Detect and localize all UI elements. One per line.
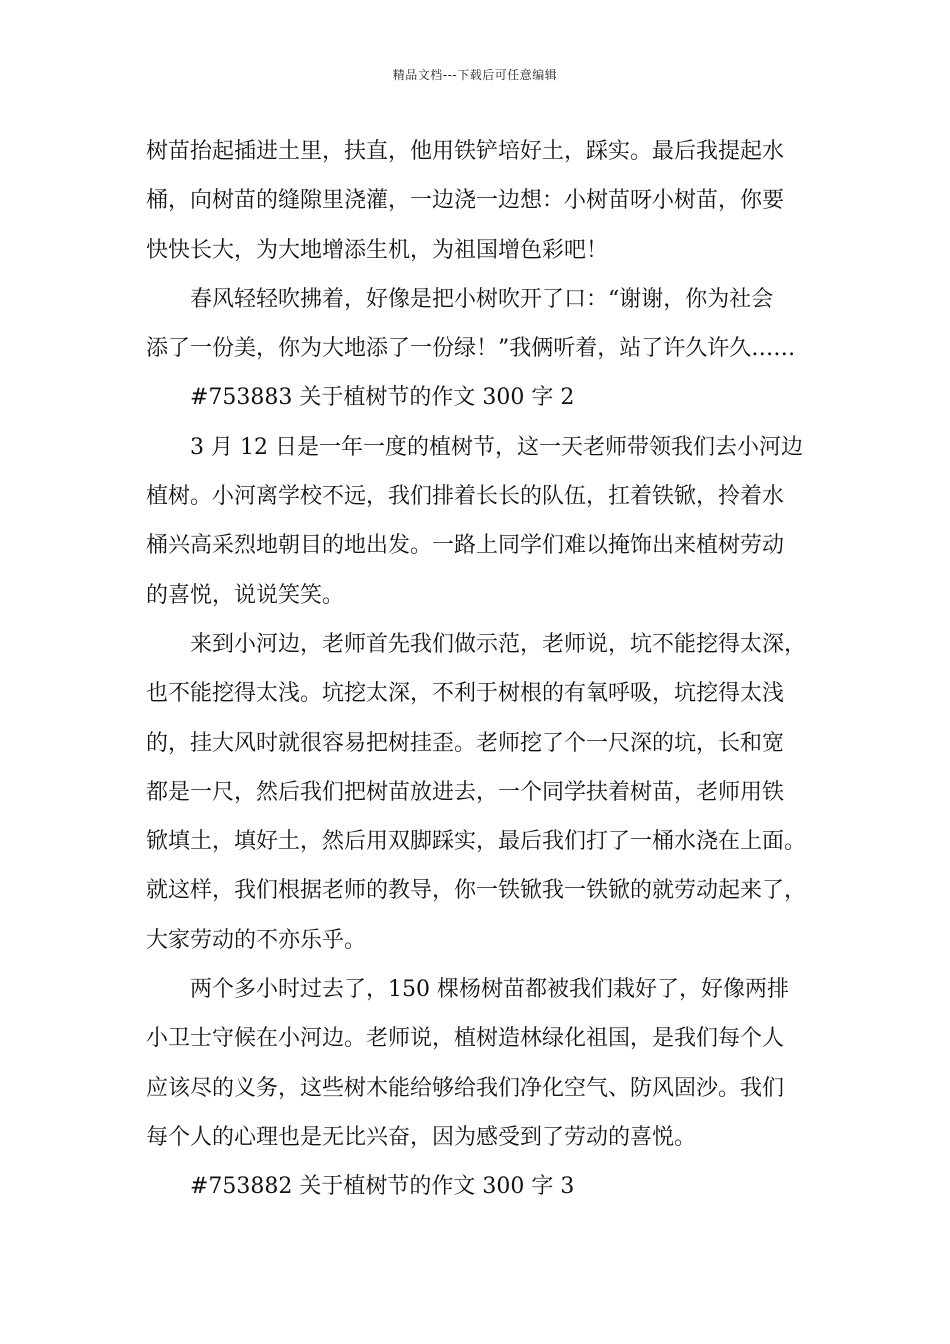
text-line: 锨填土，填好土，然后用双脚踩实，最后我们打了一桶水浇在上面。 bbox=[146, 829, 807, 855]
page-header: 精品文档---下载后可任意编辑 bbox=[392, 68, 558, 82]
text-line: 快快长大，为大地增添生机，为祖国增色彩吧！ bbox=[146, 237, 609, 263]
text-line: 大家劳动的不亦乐乎。 bbox=[146, 927, 367, 953]
text-line: 两个多小时过去了，150 棵杨树苗都被我们栽好了，好像两排 bbox=[190, 977, 789, 1003]
text-line: 每个人的心理也是无比兴奋，因为感受到了劳动的喜悦。 bbox=[146, 1124, 697, 1150]
text-line: 桶兴高采烈地朝目的地出发。一路上同学们难以掩饰出来植树劳动 bbox=[146, 533, 785, 559]
text-line: 植树。小河离学校不远，我们排着长长的队伍，扛着铁锨，拎着水 bbox=[146, 484, 785, 510]
text-line: 小卫士守候在小河边。老师说，植树造林绿化祖国，是我们每个人 bbox=[146, 1026, 785, 1052]
text-line: 的喜悦，说说笑笑。 bbox=[146, 582, 345, 608]
text-line: 的，挂大风时就很容易把树挂歪。老师挖了个一尺深的坑，长和宽 bbox=[146, 730, 785, 756]
text-line: 都是一尺，然后我们把树苗放进去，一个同学扶着树苗，老师用铁 bbox=[146, 779, 785, 805]
text-line: 来到小河边，老师首先我们做示范，老师说，坑不能挖得太深， bbox=[190, 631, 807, 657]
text-line: 3 月 12 日是一年一度的植树节，这一天老师带领我们去小河边 bbox=[190, 434, 803, 460]
document-body bbox=[146, 132, 830, 1217]
text-line: 添了一份美，你为大地添了一份绿！”我俩听着，站了许久许久…… bbox=[146, 336, 796, 362]
text-line: 也不能挖得太浅。坑挖太深，不利于树根的有氧呼吸，坑挖得太浅 bbox=[146, 681, 785, 707]
text-line: 春风轻轻吹拂着，好像是把小树吹开了口：“谢谢，你为社会 bbox=[190, 286, 774, 312]
text-line: 应该尽的义务，这些树木能给够给我们净化空气、防风固沙。我们 bbox=[146, 1075, 785, 1101]
text-line: 桶，向树苗的缝隙里浇灌，一边浇一边想：小树苗呀小树苗，你要 bbox=[146, 188, 785, 214]
text-line: 树苗抬起插进土里，扶直，他用铁铲培好土，踩实。最后我提起水 bbox=[146, 139, 785, 164]
text-line: #753882 关于植树节的作文 300 字 3 bbox=[190, 1174, 575, 1200]
text-line: 就这样，我们根据老师的教导，你一铁锨我一铁锨的就劳动起来了， bbox=[146, 878, 807, 904]
text-line: #753883 关于植树节的作文 300 字 2 bbox=[190, 385, 575, 411]
